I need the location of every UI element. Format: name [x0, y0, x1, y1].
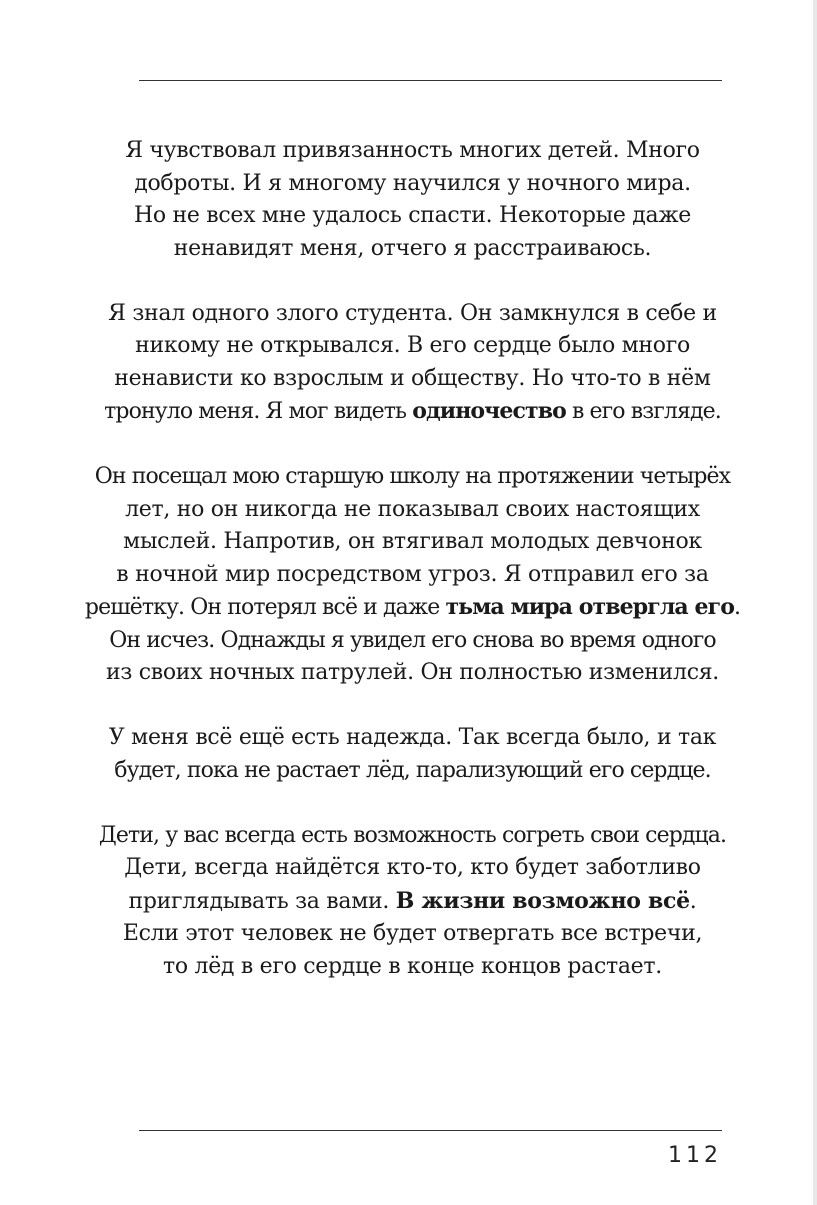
text-line	[40, 363, 785, 396]
text-line	[40, 885, 785, 919]
text-run: в его взгляде.	[565, 399, 721, 424]
text-run: лет, но он никогда не показывал своих настоящих	[125, 496, 700, 522]
paragraph-3	[40, 461, 785, 690]
text-run: доброты. И я многому научился у ночного мира.	[134, 170, 691, 196]
text-run: ненависти ко взрослым и обществу. Но что-то в нём	[114, 365, 711, 391]
text-line	[40, 200, 785, 233]
paragraph-4	[40, 722, 785, 787]
text-line	[40, 951, 785, 984]
text-line	[40, 820, 785, 853]
text-run: Он исчез. Однажды я увидел его снова во время одного	[109, 627, 716, 653]
paragraph-1	[40, 135, 785, 265]
text-line	[40, 298, 785, 331]
body-text	[40, 135, 785, 1016]
text-run: мыслей. Напротив, он втягивал молодых девчонок	[123, 529, 702, 554]
text-run: будет, пока не растает лёд, парализующий его сердце.	[114, 757, 711, 783]
text-line	[40, 233, 785, 266]
text-run: ненавидят меня, отчего я расстраиваюсь.	[173, 235, 652, 261]
emphasis-everything-possible: В жизни возможно всё	[395, 887, 690, 914]
text-run: .	[734, 595, 741, 620]
text-run: из своих ночных патрулей. Он полностью изменился.	[105, 660, 719, 685]
text-line	[40, 559, 785, 592]
text-line	[40, 461, 785, 494]
text-line	[40, 755, 785, 788]
top-rule	[139, 80, 722, 81]
text-line	[40, 657, 785, 690]
text-run: У меня всё ещё есть надежда. Так всегда было, и так	[108, 725, 717, 750]
text-run: Я чувствовал привязанность многих детей. Много	[125, 138, 700, 163]
text-line	[40, 135, 785, 168]
text-run: приглядывать за вами.	[128, 888, 396, 914]
text-run: тронуло меня. Я мог видеть	[104, 399, 413, 424]
text-line	[40, 722, 785, 755]
bottom-rule	[139, 1130, 722, 1131]
text-run: Дети, всегда найдётся кто-то, кто будет заботливо	[124, 855, 701, 880]
text-line	[40, 526, 785, 559]
text-line	[40, 852, 785, 885]
text-run: в ночной мир посредством угроз. Я отправил его за	[116, 561, 709, 587]
emphasis-loneliness: одиночество	[412, 398, 566, 424]
paragraph-5	[40, 820, 785, 984]
page-number: 112	[668, 1143, 722, 1168]
text-line	[40, 330, 785, 363]
text-run: никому не открывался. В его сердце было много	[135, 333, 690, 358]
text-line	[40, 918, 785, 951]
text-line	[40, 395, 785, 429]
emphasis-darkness: тьма мира отвергла его	[445, 594, 734, 620]
text-run: Дети, у вас всегда есть возможность согреть свои сердца.	[98, 822, 727, 848]
text-run: то лёд в его сердце в конце концов растает.	[163, 953, 662, 979]
paragraph-2	[40, 298, 785, 429]
text-line	[40, 168, 785, 201]
text-run: решётку. Он потерял всё и даже	[84, 595, 446, 620]
text-line	[40, 494, 785, 527]
text-line	[40, 591, 785, 625]
text-line	[40, 625, 785, 658]
text-run: Я знал одного злого студента. Он замкнулся в себе и	[108, 300, 717, 326]
text-run: .	[689, 888, 697, 914]
text-run: Если этот человек не будет отвергать все встречи,	[122, 921, 703, 946]
text-run: Но не всех мне удалось спасти. Некоторые даже	[133, 203, 692, 228]
text-run: Он посещал мою старшую школу на протяжении четырёх	[94, 464, 731, 489]
page-edge	[813, 0, 817, 1205]
